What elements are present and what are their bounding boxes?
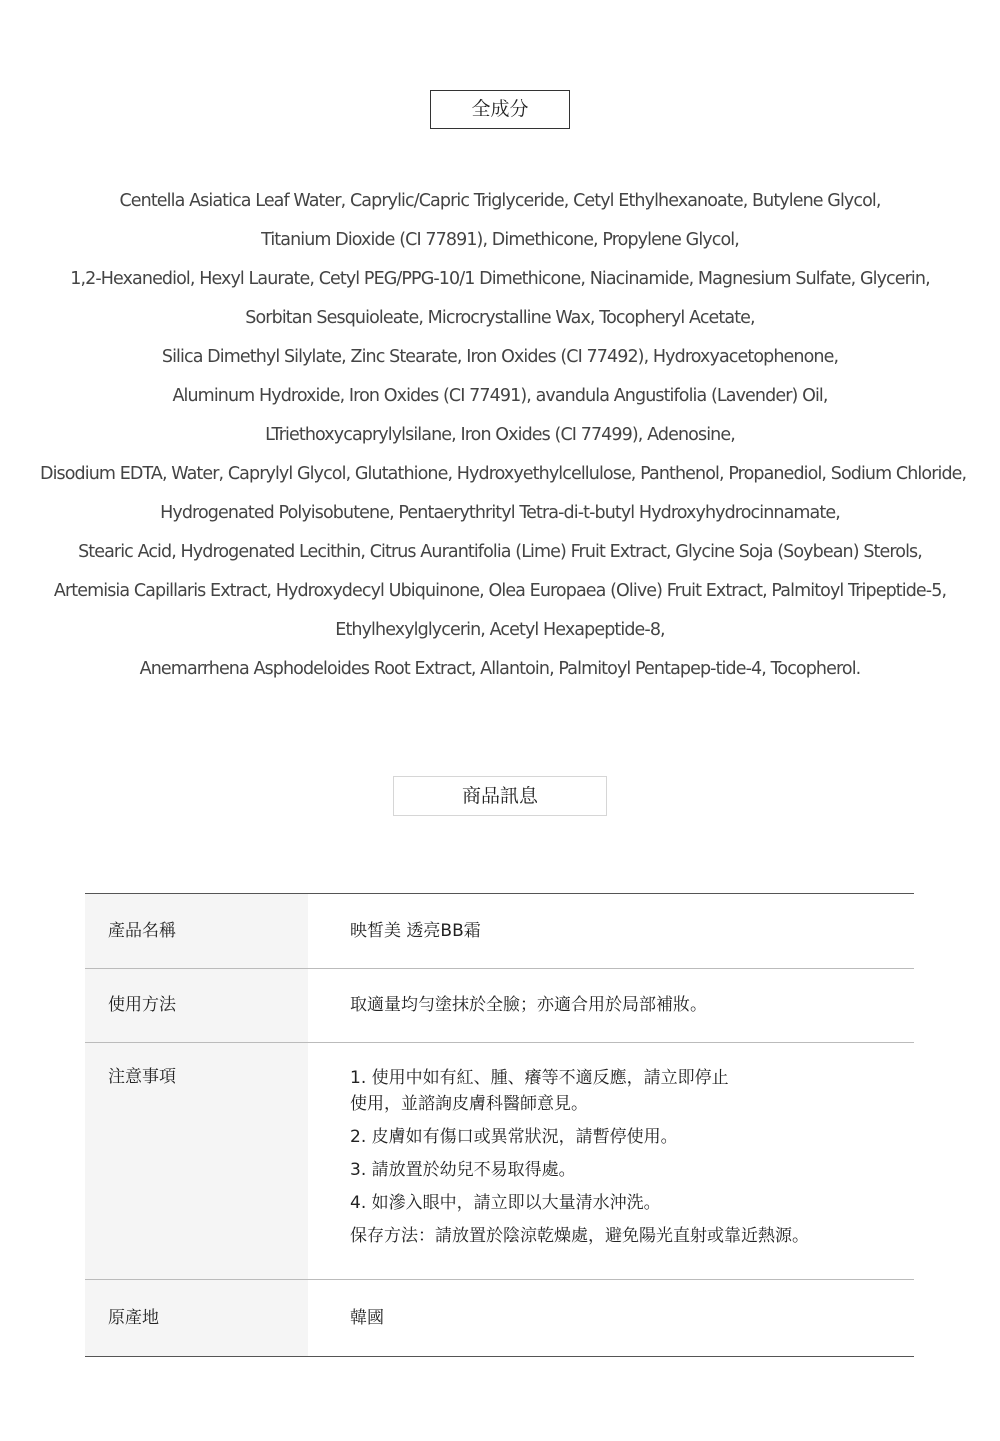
caution-text-continued: 使用，並諮詢皮膚科醫師意見。 [350, 1094, 588, 1114]
row-label: 原產地 [85, 1280, 308, 1356]
product-info-table [85, 893, 914, 1357]
caution-item [350, 1157, 914, 1183]
caution-text: 4. 如滲入眼中，請立即以大量清水沖洗。 [350, 1193, 661, 1213]
ingredients-title: 全成分 [430, 90, 570, 129]
row-value: 映皙美 透亮BB霜 [308, 894, 914, 968]
storage-instructions: 保存方法：請放置於陰涼乾燥處，避免陽光直射或靠近熱源。 [350, 1226, 809, 1246]
ingredient-line: LTriethoxycaprylylsilane, Iron Oxides (CI 77499), Adenosine, [265, 425, 735, 445]
ingredient-line: Hydrogenated Polyisobutene, Pentaerythrityl Tetra-di-t-butyl Hydroxyhydrocinnamate, [160, 503, 840, 523]
ingredient-line: Disodium EDTA, Water, Caprylyl Glycol, Glutathione, Hydroxyethylcellulose, Panthenol, Propanediol, Sodium Chloride, [40, 464, 967, 484]
caution-text: 3. 請放置於幼兒不易取得處。 [350, 1160, 576, 1180]
caution-item [350, 1124, 914, 1150]
ingredient-line: Artemisia Capillaris Extract, Hydroxydecyl Ubiquinone, Olea Europaea (Olive) Fruit Extract, Palmitoyl Tripeptide-5, [53, 581, 947, 601]
caution-text: 2. 皮膚如有傷口或異常狀況，請暫停使用。 [350, 1127, 678, 1147]
row-value [308, 1043, 914, 1279]
caution-item [350, 1065, 914, 1117]
ingredient-line: Stearic Acid, Hydrogenated Lecithin, Citrus Aurantifolia (Lime) Fruit Extract, Glycine Soja (Soybean) Sterols, [78, 542, 922, 562]
ingredient-line: Centella Asiatica Leaf Water, Caprylic/Capric Triglyceride, Cetyl Ethylhexanoate, Butylene Glycol, [119, 191, 881, 211]
row-label: 注意事項 [85, 1043, 308, 1279]
row-label: 使用方法 [85, 969, 308, 1042]
row-label: 產品名稱 [85, 894, 308, 968]
product-info-title: 商品訊息 [393, 776, 607, 816]
ingredient-line: 1,2-Hexanediol, Hexyl Laurate, Cetyl PEG/PPG-10/1 Dimethicone, Niacinamide, Magnesium Sulfate, Glycerin, [70, 269, 930, 289]
ingredient-line: Aluminum Hydroxide, Iron Oxides (CI 77491), avandula Angustifolia (Lavender) Oil, [172, 386, 828, 406]
ingredient-line: Anemarrhena Asphodeloides Root Extract, Allantoin, Palmitoyl Pentapep-tide-4, Tocopherol. [139, 659, 861, 679]
table-row-usage [85, 968, 914, 1042]
row-value: 取適量均勻塗抹於全臉；亦適合用於局部補妝。 [308, 969, 914, 1042]
table-row-cautions [85, 1042, 914, 1279]
table-row-origin [85, 1279, 914, 1356]
ingredient-line: Sorbitan Sesquioleate, Microcrystalline Wax, Tocopheryl Acetate, [245, 308, 755, 328]
ingredient-line: Silica Dimethyl Silylate, Zinc Stearate, Iron Oxides (CI 77492), Hydroxyacetophenone, [161, 347, 839, 367]
caution-text: 1. 使用中如有紅、腫、癢等不適反應，請立即停止 [350, 1068, 729, 1088]
row-value: 韓國 [308, 1280, 914, 1356]
caution-item [350, 1190, 914, 1216]
ingredients-list [40, 182, 967, 689]
ingredient-line: Titanium Dioxide (CI 77891), Dimethicone, Propylene Glycol, [261, 230, 739, 250]
ingredient-line: Ethylhexylglycerin, Acetyl Hexapeptide-8, [335, 620, 665, 640]
table-row-product-name [85, 894, 914, 968]
